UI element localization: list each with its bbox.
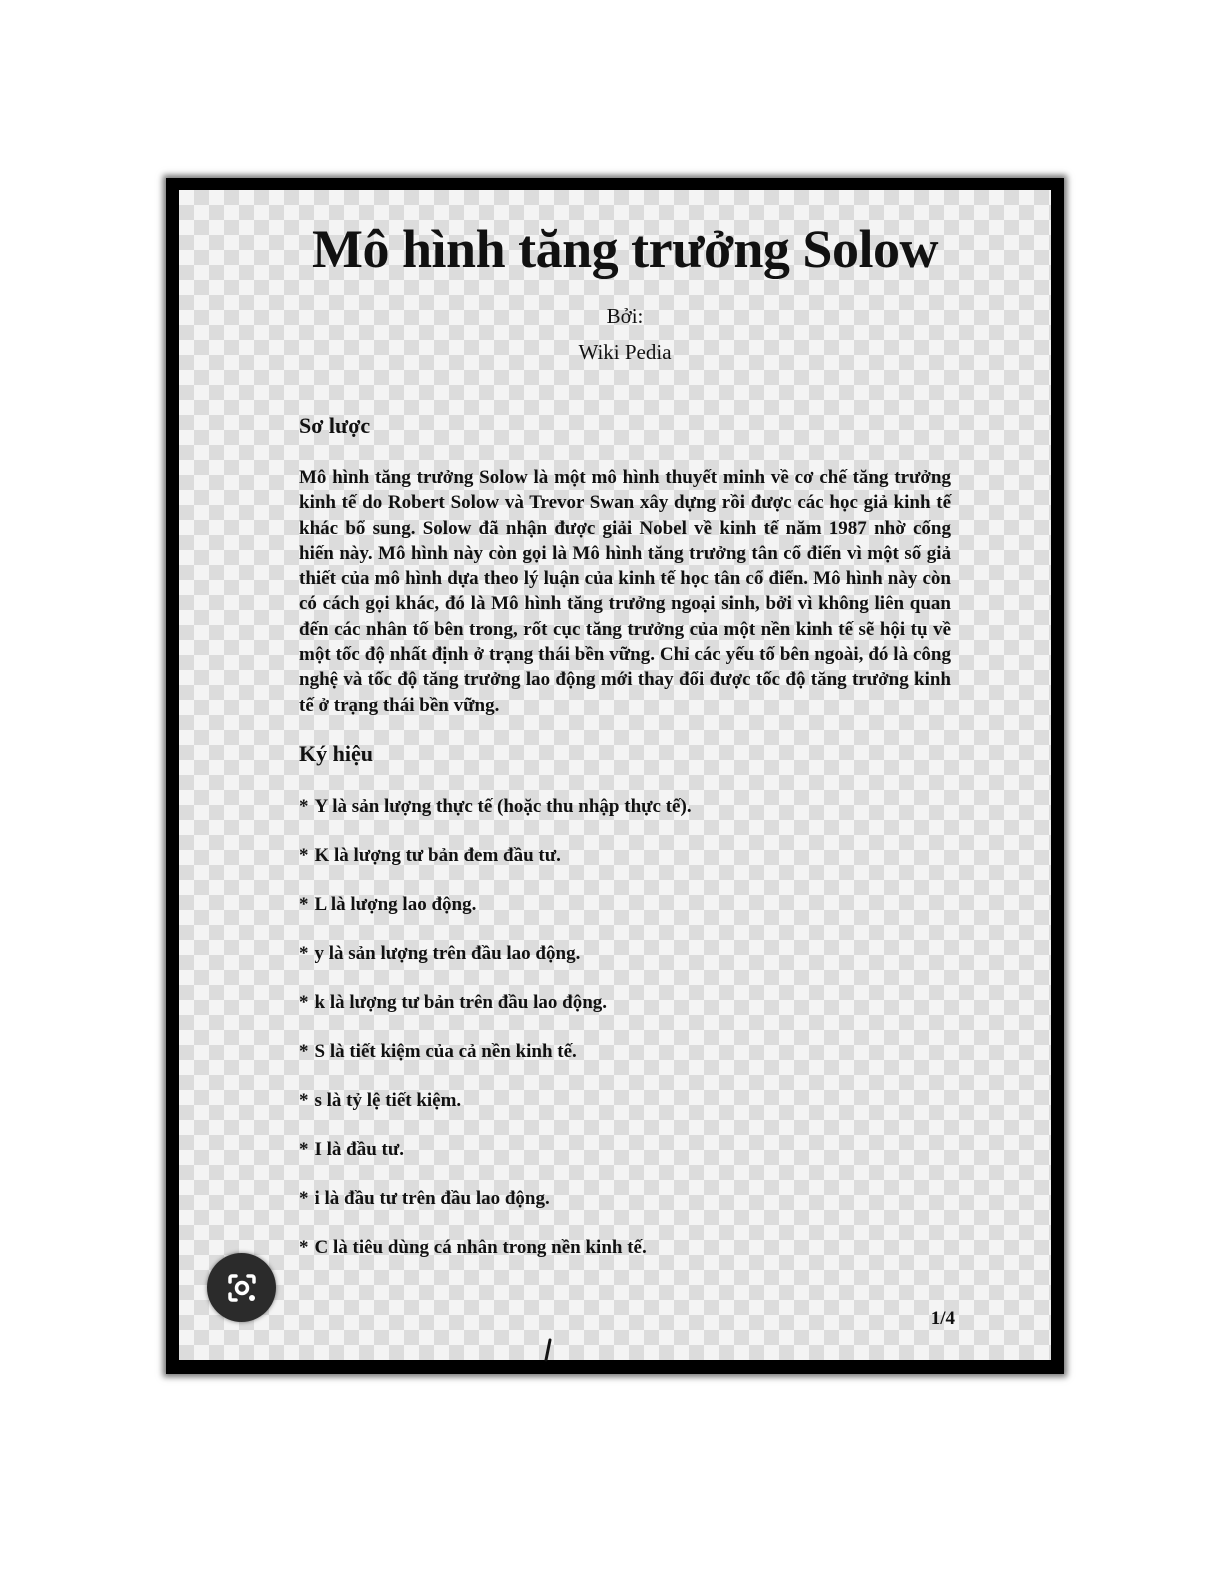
bullet-icon: * (299, 844, 309, 866)
list-item: * S là tiết kiệm của cả nền kinh tế. (299, 1040, 577, 1062)
page-number: 1/4 (930, 1308, 955, 1329)
camera-search-icon (222, 1268, 262, 1308)
list-item: * C là tiêu dùng cá nhân trong nền kinh tế. (299, 1236, 647, 1258)
bullet-icon: * (299, 942, 309, 964)
bullet-icon: * (299, 1236, 309, 1258)
list-item: * I là đầu tư. (299, 1138, 405, 1160)
list-item: * y là sản lượng trên đầu lao động. (299, 942, 581, 964)
bullet-icon: * (299, 1138, 309, 1160)
notation-list (299, 794, 951, 1284)
document-content (299, 412, 951, 1284)
pen-mark (540, 1338, 556, 1362)
list-item: * L là lượng lao động. (299, 893, 477, 915)
list-item: * s là tỷ lệ tiết kiệm. (299, 1089, 462, 1111)
document-title: Mô hình tăng trưởng Solow (312, 219, 938, 279)
bullet-icon: * (299, 1040, 309, 1062)
author-name: Wiki Pedia (578, 340, 672, 364)
list-item: * Y là sản lượng thực tế (hoặc thu nhập thực tế). (299, 795, 692, 817)
bullet-icon: * (299, 893, 309, 915)
overview-heading: Sơ lược (299, 413, 371, 438)
list-item: * i là đầu tư trên đầu lao động. (299, 1187, 550, 1209)
overview-paragraph: Mô hình tăng trưởng Solow là một mô hình thuyết minh về cơ chế tăng trưởng kinh tế do Robert Solow và Trevor Swan xây dựng rồi được các học giả kinh tế khác bổ sung. Solow đã nhận được giải Nobel về kinh tế năm 1987 nhờ cống hiến này. Mô hình này còn gọi là Mô hình tăng trưởng tân cổ điển vì một số giả thiết của mô hình dựa theo lý luận của kinh tế học tân cổ điển. Mô hình này còn có cách gọi khác, đó là Mô hình tăng trưởng ngoại sinh, bởi vì không liên quan đến các nhân tố bên trong, rốt cục tăng trưởng của một nền kinh tế sẽ hội tụ về một tốc độ nhất định ở trạng thái bền vững. Chỉ các yếu tố bên ngoài, đó là công nghệ và tốc độ tăng trưởng lao động mới thay đổi được tốc độ tăng trưởng kinh tế ở trạng thái bền vững. (299, 467, 951, 716)
bullet-icon: * (299, 795, 309, 817)
lens-search-button[interactable] (207, 1253, 276, 1322)
bullet-icon: * (299, 1089, 309, 1111)
bullet-icon: * (299, 1187, 309, 1209)
list-item: * k là lượng tư bản trên đầu lao động. (299, 991, 608, 1013)
bullet-icon: * (299, 991, 309, 1013)
by-label: Bởi: (606, 304, 644, 328)
list-item: * K là lượng tư bản đem đầu tư. (299, 844, 561, 866)
notation-heading: Ký hiệu (299, 740, 373, 766)
